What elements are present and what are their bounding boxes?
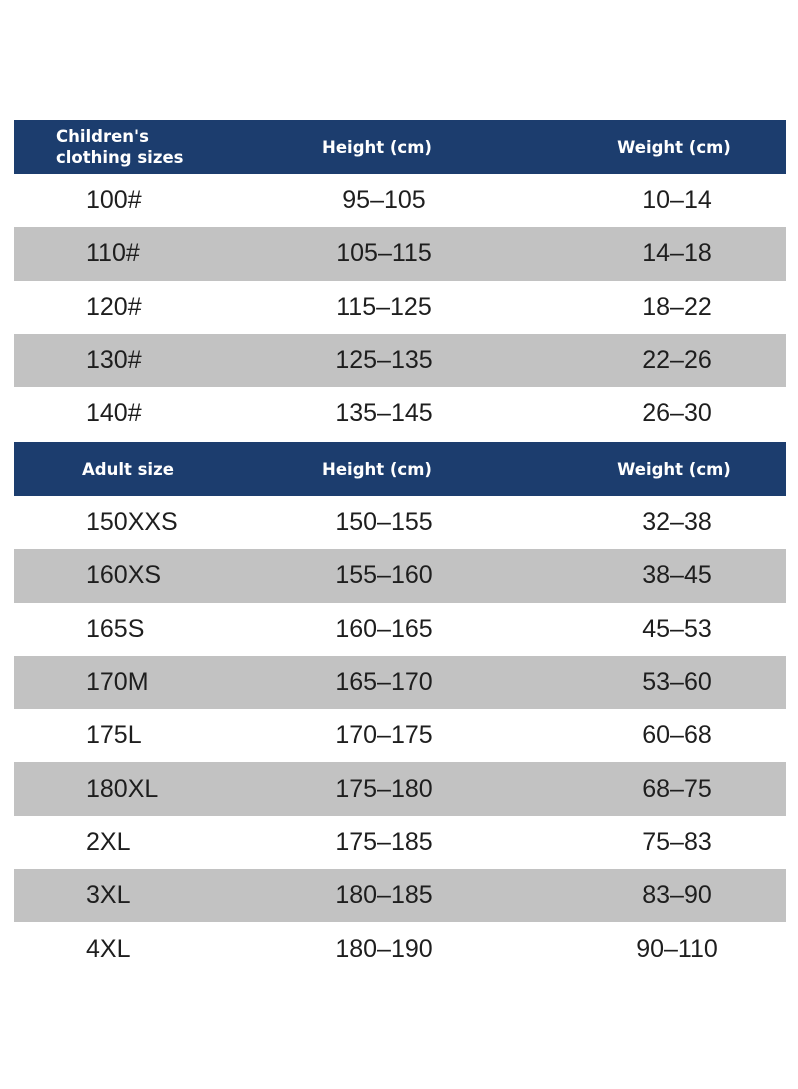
height-cell: 105–115 <box>336 239 432 268</box>
size-cell: 2XL <box>86 827 131 856</box>
size-cell: 4XL <box>86 934 131 963</box>
size-cell: 170M <box>86 668 149 697</box>
table-row <box>14 334 786 387</box>
height-cell: 95–105 <box>342 186 426 215</box>
adult-weight-column-header: Weight (cm) <box>617 459 731 479</box>
size-cell: 160XS <box>86 561 162 590</box>
table-row <box>14 281 786 334</box>
children-size-header-line2: clothing sizes <box>56 148 184 167</box>
size-cell: 120# <box>86 292 142 321</box>
children-weight-column-header: Weight (cm) <box>617 137 731 157</box>
height-cell: 180–190 <box>335 934 433 963</box>
size-cell: 180XL <box>86 774 159 803</box>
table-row <box>14 603 786 656</box>
adult-table-header <box>14 442 786 496</box>
height-cell: 175–185 <box>335 827 433 856</box>
table-row <box>14 869 786 922</box>
weight-cell: 14–18 <box>642 239 712 268</box>
weight-cell: 45–53 <box>642 614 712 643</box>
weight-cell: 26–30 <box>642 399 712 428</box>
height-cell: 180–185 <box>335 881 433 910</box>
weight-cell: 83–90 <box>642 881 712 910</box>
size-cell: 165S <box>86 614 145 643</box>
children-table-header <box>14 120 786 174</box>
size-cell: 130# <box>86 346 142 375</box>
weight-cell: 53–60 <box>642 668 712 697</box>
size-cell: 175L <box>86 721 142 750</box>
table-row <box>14 762 786 815</box>
height-cell: 115–125 <box>336 292 432 321</box>
height-cell: 155–160 <box>335 561 433 590</box>
adult-size-column-header: Adult size <box>82 459 174 479</box>
table-row <box>14 656 786 709</box>
height-cell: 160–165 <box>335 614 433 643</box>
table-row <box>14 816 786 869</box>
height-cell: 165–170 <box>335 668 433 697</box>
weight-cell: 38–45 <box>642 561 712 590</box>
height-cell: 150–155 <box>335 508 433 537</box>
weight-cell: 68–75 <box>642 774 712 803</box>
children-size-column-header <box>56 120 183 174</box>
table-row <box>14 922 786 975</box>
size-cell: 140# <box>86 399 142 428</box>
weight-cell: 32–38 <box>642 508 712 537</box>
size-cell: 3XL <box>86 881 131 910</box>
weight-cell: 60–68 <box>642 721 712 750</box>
table-row <box>14 709 786 762</box>
children-height-column-header: Height (cm) <box>322 137 432 157</box>
children-size-header-line1: Children's <box>56 127 149 146</box>
table-row <box>14 174 786 227</box>
weight-cell: 10–14 <box>642 186 712 215</box>
height-cell: 135–145 <box>335 399 433 428</box>
weight-cell: 90–110 <box>636 934 718 963</box>
table-row <box>14 387 786 440</box>
table-row <box>14 227 786 280</box>
height-cell: 175–180 <box>335 774 433 803</box>
adult-height-column-header: Height (cm) <box>322 459 432 479</box>
height-cell: 170–175 <box>335 721 433 750</box>
weight-cell: 75–83 <box>642 827 712 856</box>
weight-cell: 18–22 <box>642 292 712 321</box>
children-size-table <box>14 120 786 440</box>
weight-cell: 22–26 <box>642 346 712 375</box>
size-cell: 110# <box>86 239 140 268</box>
size-cell: 100# <box>86 186 142 215</box>
adult-size-table <box>14 442 786 976</box>
table-row <box>14 549 786 602</box>
size-cell: 150XXS <box>86 508 178 537</box>
height-cell: 125–135 <box>335 346 433 375</box>
table-row <box>14 496 786 549</box>
